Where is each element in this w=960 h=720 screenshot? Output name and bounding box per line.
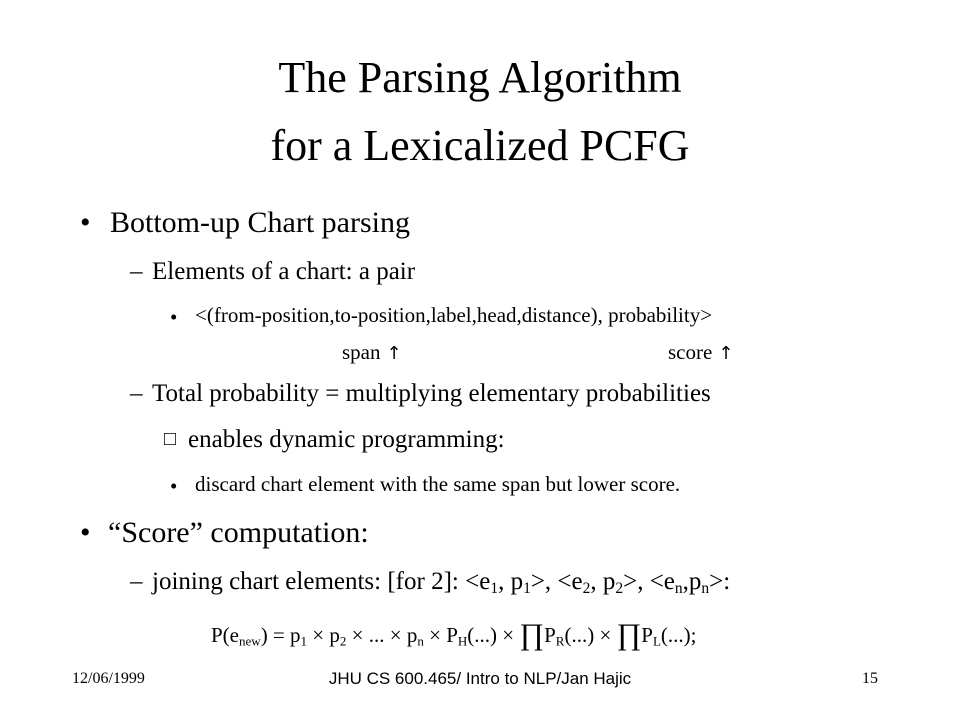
bullet-marker-small: • <box>170 474 178 498</box>
dash-marker: – <box>130 568 143 595</box>
note-box-icon: □ <box>164 428 177 450</box>
product-icon: ∏ <box>616 618 642 651</box>
note-dynamic-programming: enables dynamic programming: <box>188 426 505 453</box>
joining-chart-elements: joining chart elements: [for 2]: $<e_1$, $p_1>$, $<e_2$, $p_2>$, $<e_n,p_n>$: <box>152 568 731 597</box>
score-formula: $P(e_{new}) = p_1 \times p_2$ × ... × $p_n \times P_H(...)$ × $\prod P_R(...)$ × $\prod P_L(...)$; <box>211 618 697 651</box>
footer-date: 12/06/1999 <box>72 670 145 687</box>
span-label: span <box>342 340 381 364</box>
score-label: score <box>668 340 713 364</box>
slide-title-line-2: for a Lexicalized PCFG <box>270 121 690 170</box>
slide-title-line-1: The Parsing Algorithm <box>278 53 682 102</box>
product-icon: ∏ <box>519 618 545 651</box>
bullet-bottom-up-chart-parsing: Bottom-up Chart parsing <box>110 206 410 239</box>
sub-bullet-elements-of-chart: Elements of a chart: a pair <box>152 258 416 285</box>
bullet-marker: • <box>80 516 91 549</box>
up-arrow-icon: ↑ <box>386 343 402 364</box>
page-number: 15 <box>862 670 878 687</box>
bullet-marker-small: • <box>170 305 178 329</box>
dash-marker: – <box>130 258 143 285</box>
sub-bullet-total-probability: Total probability = multiplying elementary probabilities <box>152 380 711 407</box>
span-annotation <box>342 340 402 365</box>
joining-prefix: joining chart elements: [for 2]: <box>152 568 466 595</box>
footer-course: JHU CS 600.465/ Intro to NLP/Jan Hajic <box>328 669 632 688</box>
bullet-score-computation: “Score” computation: <box>108 516 369 549</box>
discard-chart-element-text: discard chart element with the same span but lower score. <box>195 472 681 496</box>
up-arrow-icon: ↑ <box>718 343 734 364</box>
dash-marker: – <box>130 380 143 407</box>
score-annotation <box>668 340 733 365</box>
bullet-marker: • <box>80 206 91 239</box>
chart-element-tuple: <(from-position,to-position,label,head,distance), probability> <box>195 303 713 327</box>
